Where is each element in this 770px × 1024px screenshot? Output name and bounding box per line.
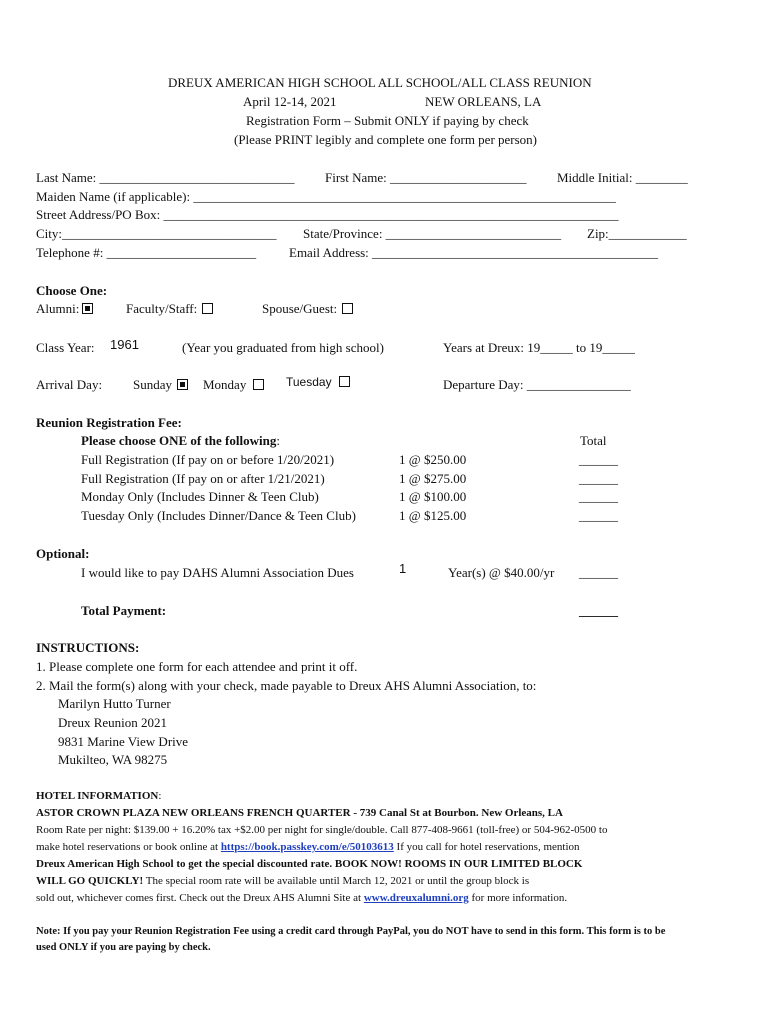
tuesday-option[interactable] xyxy=(286,375,350,389)
alumni-site-link[interactable]: www.dreuxalumni.org xyxy=(363,892,469,904)
total-payment-value[interactable]: ______ xyxy=(579,603,618,618)
room-rate: Room Rate per night: $139.00 + 16.20% tax +$2.00 per night for single/double. Call 877-408-9661 (toll-free) or 504-962-0500 to xyxy=(36,824,608,836)
mailing-address-line: Marilyn Hutto Turner xyxy=(58,696,171,711)
choose-one-following-text: Please choose ONE of the following xyxy=(81,433,277,448)
choose-one-heading: Choose One: xyxy=(36,283,108,298)
fee-option-total[interactable]: ______ xyxy=(579,452,618,467)
fee-option-price: 1 @ $250.00 xyxy=(399,452,467,467)
faculty-checkbox[interactable] xyxy=(202,303,213,314)
last-name-field[interactable]: Last Name: ______________________________ xyxy=(36,170,295,185)
monday-checkbox[interactable] xyxy=(253,379,264,390)
arrival-day-label: Arrival Day: xyxy=(36,377,103,392)
hotel-heading-text: HOTEL INFORMATION xyxy=(36,790,159,802)
fee-option-label: Monday Only (Includes Dinner & Teen Club) xyxy=(81,489,319,504)
booking-link[interactable]: https://book.passkey.com/e/50103613 xyxy=(220,841,394,853)
spouse-checkbox[interactable] xyxy=(342,303,353,314)
booking-text: make hotel reservations or book online at xyxy=(36,841,221,853)
fee-option-price: 1 @ $275.00 xyxy=(399,471,467,486)
telephone-field[interactable]: Telephone #: _______________________ xyxy=(36,245,257,260)
booking-line xyxy=(36,841,580,853)
quick-notice xyxy=(36,875,529,887)
quick-notice-bold: WILL GO QUICKLY! xyxy=(36,875,144,887)
dues-label: I would like to pay DAHS Alumni Association Dues xyxy=(81,565,354,580)
event-location: NEW ORLEANS, LA xyxy=(425,94,542,109)
choose-one-following xyxy=(81,433,280,449)
sunday-label: Sunday xyxy=(133,377,172,392)
instruction-item-1: 1. Please complete one form for each attendee and print it off. xyxy=(36,659,358,674)
alumni-option[interactable] xyxy=(36,301,93,317)
site-line xyxy=(36,892,567,904)
fee-option-label: Full Registration (If pay on or before 1/20/2021) xyxy=(81,452,335,467)
form-title: DREUX AMERICAN HIGH SCHOOL ALL SCHOOL/ALL CLASS REUNION xyxy=(168,75,592,90)
discount-notice: Dreux American High School to get the special discounted rate. BOOK NOW! ROOMS IN OUR LIMITED BLOCK xyxy=(36,858,583,870)
paypal-note-line-1: Note: If you pay your Reunion Registration Fee using a credit card through PayPal, you do NOT have to send in this form. This form is to be xyxy=(36,926,666,937)
optional-heading: Optional: xyxy=(36,546,90,561)
instruction-item-2: 2. Mail the form(s) along with your check, made payable to Dreux AHS Alumni Association, to: xyxy=(36,678,537,693)
monday-label: Monday xyxy=(203,377,247,392)
monday-option[interactable] xyxy=(203,377,264,393)
zip-field[interactable]: Zip:____________ xyxy=(587,226,687,241)
mailing-address-line: Mukilteo, WA 98275 xyxy=(58,752,168,767)
mailing-address-line: Dreux Reunion 2021 xyxy=(58,715,168,730)
middle-initial-field[interactable]: Middle Initial: ________ xyxy=(557,170,688,185)
spouse-label: Spouse/Guest: xyxy=(262,301,338,316)
hotel-heading xyxy=(36,790,161,802)
faculty-label: Faculty/Staff: xyxy=(126,301,198,316)
booking-call-text: If you call for hotel reservations, mention xyxy=(393,841,580,853)
city-field[interactable]: City:_________________________________ xyxy=(36,226,277,241)
fee-option-label: Full Registration (If pay on or after 1/21/2021) xyxy=(81,471,325,486)
first-name-field[interactable]: First Name: _____________________ xyxy=(325,170,527,185)
street-address-field[interactable]: Street Address/PO Box: ______________________________________________________________________ xyxy=(36,207,619,222)
email-field[interactable]: Email Address: ____________________________________________ xyxy=(289,245,659,260)
fee-heading: Reunion Registration Fee: xyxy=(36,415,182,430)
alumni-label: Alumni: xyxy=(36,301,80,316)
print-note: (Please PRINT legibly and complete one form per person) xyxy=(234,132,538,147)
state-field[interactable]: State/Province: ___________________________ xyxy=(303,226,562,241)
hotel-heading-colon: : xyxy=(158,790,162,802)
faculty-option[interactable] xyxy=(126,301,213,317)
years-at-dreux-field[interactable]: Years at Dreux: 19_____ to 19_____ xyxy=(443,340,635,355)
sunday-checkbox[interactable] xyxy=(177,379,188,390)
spouse-option[interactable] xyxy=(262,301,353,317)
class-year-input[interactable]: 1961 xyxy=(110,337,139,352)
sunday-option[interactable] xyxy=(133,377,188,393)
fee-option-total[interactable]: ______ xyxy=(579,471,618,486)
tuesday-label: Tuesday xyxy=(286,375,332,389)
tuesday-checkbox[interactable] xyxy=(339,376,350,387)
dues-rate: Year(s) @ $40.00/yr xyxy=(448,565,555,580)
fee-option-price: 1 @ $125.00 xyxy=(399,508,467,523)
site-text: sold out, whichever comes first. Check out the Dreux AHS Alumni Site at xyxy=(36,892,364,904)
class-year-label: Class Year: xyxy=(36,340,95,355)
fee-option-label: Tuesday Only (Includes Dinner/Dance & Teen Club) xyxy=(81,508,356,523)
event-dates: April 12-14, 2021 xyxy=(243,94,337,109)
total-payment-label: Total Payment: xyxy=(81,603,167,618)
class-year-note: (Year you graduated from high school) xyxy=(182,340,384,355)
total-column-header: Total xyxy=(580,433,607,448)
departure-day-field[interactable]: Departure Day: ________________ xyxy=(443,377,631,392)
alumni-checkbox[interactable] xyxy=(82,303,93,314)
quick-notice-text: The special room rate will be available until March 12, 2021 or until the group block is xyxy=(143,875,530,887)
mailing-address-line: 9831 Marine View Drive xyxy=(58,734,189,749)
fee-option-price: 1 @ $100.00 xyxy=(399,489,467,504)
paypal-note-line-2: used ONLY if you are paying by check. xyxy=(36,942,211,953)
dues-years-input[interactable]: 1 xyxy=(399,561,407,576)
dues-total[interactable]: ______ xyxy=(579,565,618,580)
maiden-name-field[interactable]: Maiden Name (if applicable): _________________________________________________________________ xyxy=(36,189,616,204)
fee-option-total[interactable]: ______ xyxy=(579,508,618,523)
choose-one-colon: : xyxy=(276,433,280,448)
hotel-name: ASTOR CROWN PLAZA NEW ORLEANS FRENCH QUARTER - 739 Canal St at Bourbon. New Orleans, LA xyxy=(36,807,563,819)
fee-option-total[interactable]: ______ xyxy=(579,489,618,504)
site-more-info: for more information. xyxy=(468,892,568,904)
instructions-heading: INSTRUCTIONS: xyxy=(36,640,140,655)
form-note: Registration Form – Submit ONLY if paying by check xyxy=(246,113,529,128)
